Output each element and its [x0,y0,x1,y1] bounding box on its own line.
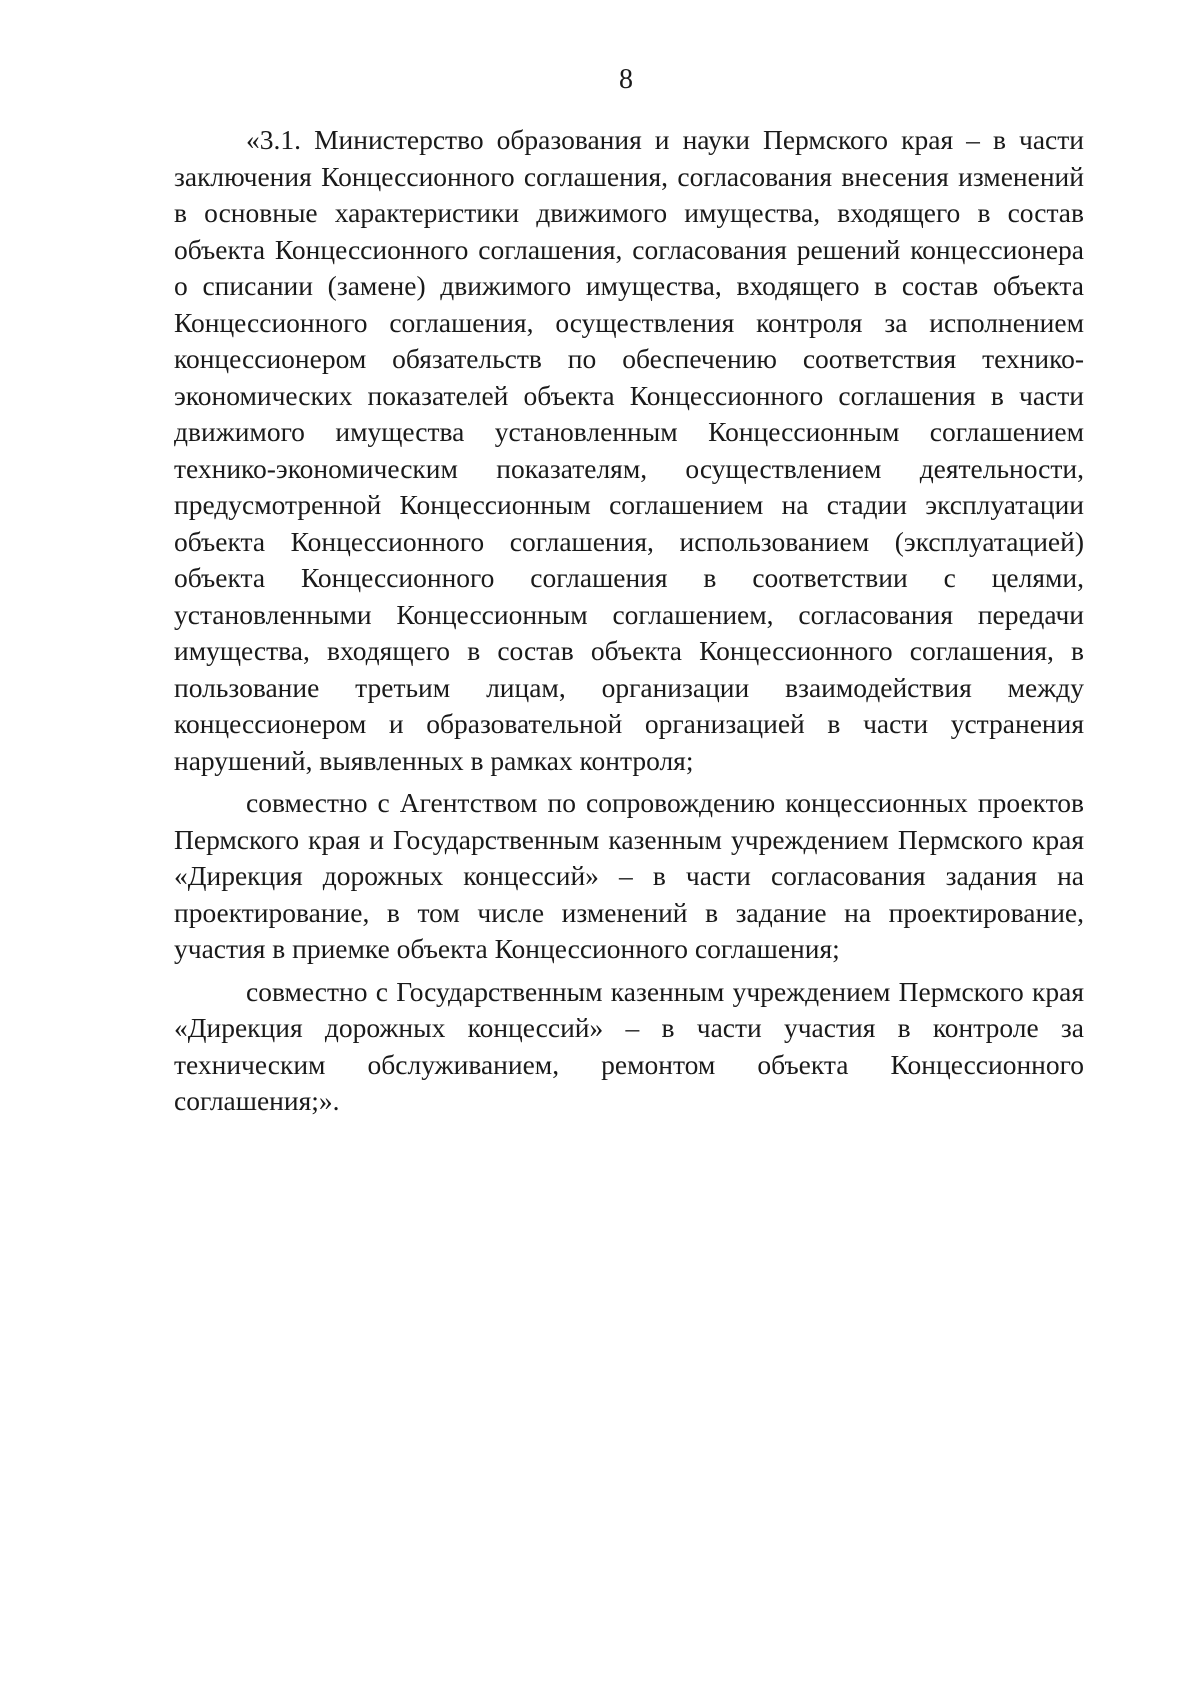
paragraph-3-1: «3.1. Министерство образования и науки Пермского края – в части заключения Концессионного соглашения, согласования внесения изменений в основные характеристики движимого имущества, входящего в состав объекта Концессионного соглашения, согласования решений концессионера о списании (замене) движимого имущества, входящего в состав объекта Концессионного соглашения, осуществления контроля за исполнением концессионером обязательств по обеспечению соответствия технико-экономических показателей объекта Концессионного соглашения в части движимого имущества установленным Концессионным соглашением технико-экономическим показателям, осуществлением деятельности, предусмотренной Концессионным соглашением на стадии эксплуатации объекта Концессионного соглашения, использованием (эксплуатацией) объекта Концессионного соглашения в соответствии с целями, установленными Концессионным соглашением, согласования передачи имущества, входящего в состав объекта Концессионного соглашения, в пользование третьим лицам, организации взаимодействия между концессионером и образовательной организацией в части устранения нарушений, выявленных в рамках контроля; [174,124,1084,776]
page-number: 8 [619,64,633,95]
document-body [174,122,1084,1120]
paragraph-joint-agency: совместно с Агентством по сопровождению концессионных проектов Пермского края и Государственным казенным учреждением Пермского края «Дирекция дорожных концессий» – в части согласования задания на проектирование, в том числе изменений в задание на проектирование, участия в приемке объекта Концессионного соглашения; [174,787,1084,964]
paragraph-joint-directorate: совместно с Государственным казенным учреждением Пермского края «Дирекция дорожных концессий» – в части участия в контроле за техническим обслуживанием, ремонтом объекта Концессионного соглашения;». [174,975,1084,1116]
